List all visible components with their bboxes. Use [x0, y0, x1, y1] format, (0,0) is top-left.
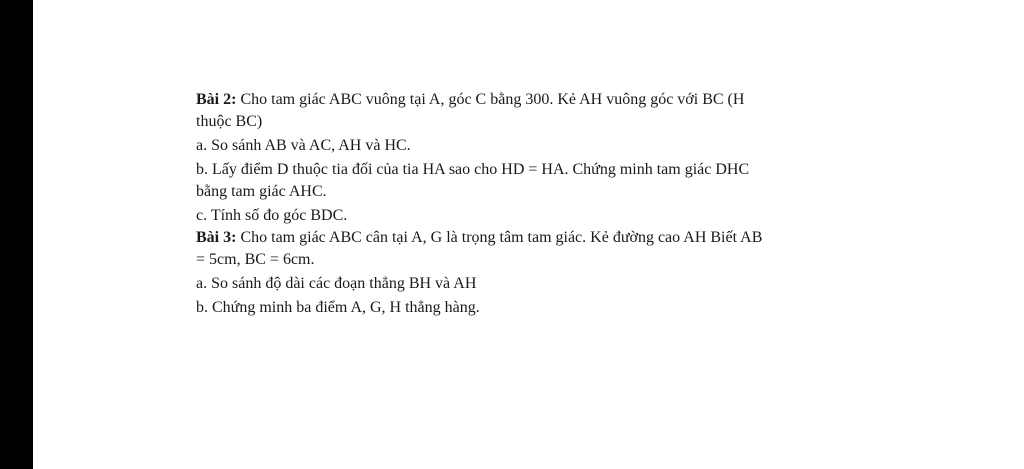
- bai3-heading-line: [196, 227, 836, 249]
- bai2-question-b-line1: b. Lấy điểm D thuộc tia đối của tia HA sao cho HD = HA. Chứng minh tam giác DHC: [196, 161, 750, 178]
- bai3-text-line1: Cho tam giác ABC cân tại A, G là trọng tâm tam giác. Kẻ đường cao AH Biết AB: [236, 229, 763, 246]
- bai2-question-b-line2: bằng tam giác AHC.: [196, 183, 327, 200]
- bai2-question-a: a. So sánh AB và AC, AH và HC.: [196, 137, 411, 154]
- bai3-question-a: a. So sánh độ dài các đoạn thẳng BH và AH: [196, 275, 477, 292]
- bai2-question-c: c. Tính số đo góc BDC.: [196, 207, 348, 224]
- bai2-text-line2: thuộc BC): [196, 113, 263, 130]
- document-page: [196, 89, 836, 319]
- left-black-bar: [0, 0, 33, 469]
- bai3-question-b: b. Chứng minh ba điểm A, G, H thẳng hàng.: [196, 299, 480, 316]
- bai2-text-line1: Cho tam giác ABC vuông tại A, góc C bằng 300. Kẻ AH vuông góc với BC (H: [236, 91, 745, 108]
- bai2-heading-line: [196, 89, 836, 111]
- bai2-label: Bài 2:: [196, 91, 237, 108]
- bai3-label: Bài 3:: [196, 229, 237, 246]
- bai3-text-line2: = 5cm, BC = 6cm.: [196, 251, 315, 268]
